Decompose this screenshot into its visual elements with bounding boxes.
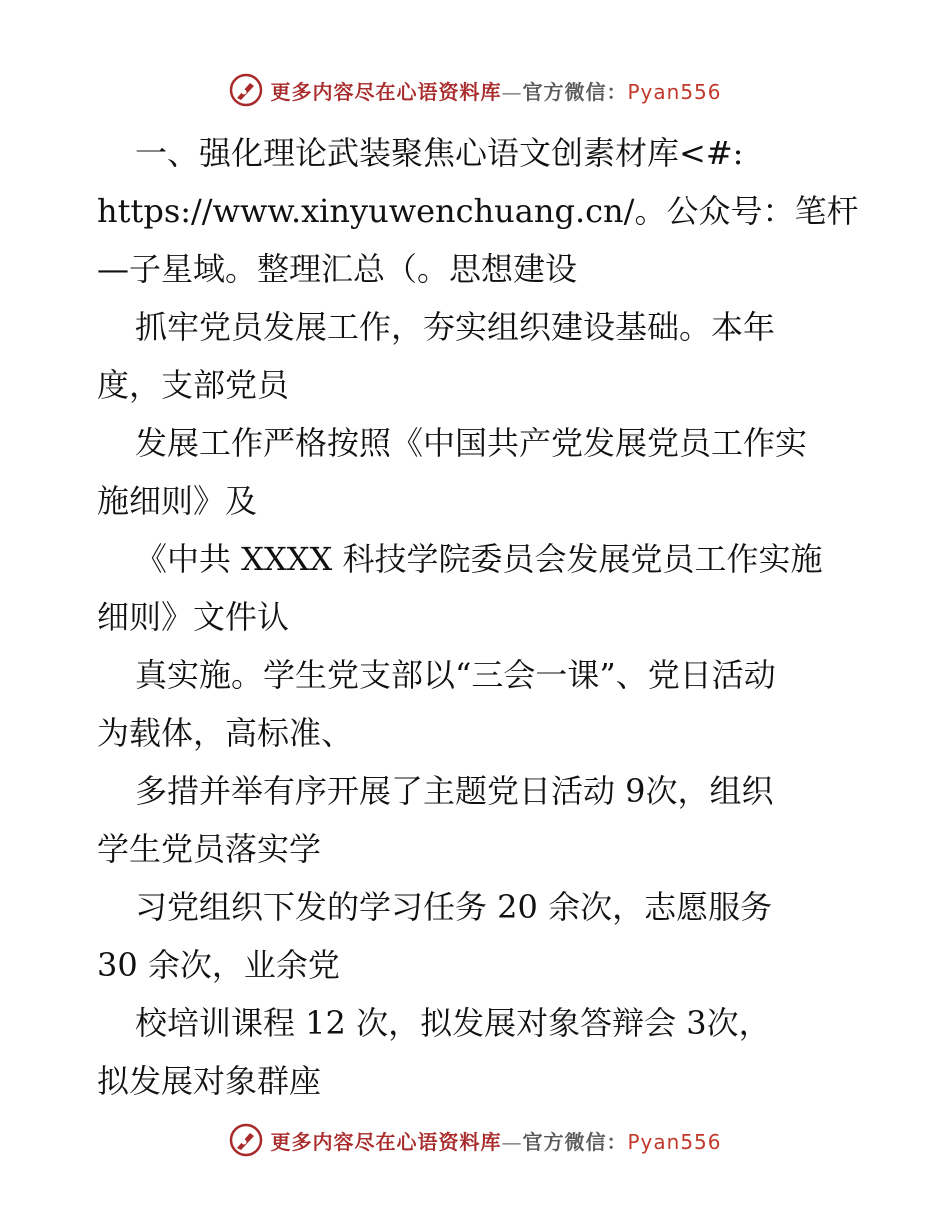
banner-dash: — xyxy=(501,79,523,104)
banner-wechat-id: Pyan556 xyxy=(627,1129,722,1154)
paragraph-line: 30 余次，业余党 xyxy=(97,946,340,984)
paragraph-line: 施细则》及 xyxy=(97,482,258,520)
paragraph-line: 校培训课程 12 次，拟发展对象答辩会 3次， xyxy=(135,1004,771,1042)
footer-banner xyxy=(0,1118,950,1162)
paragraph-line: https://www.xinyuwenchuang.cn/。公众号：笔杆 xyxy=(97,192,859,230)
paragraph-line: 《中共 XXXX 科技学院委员会发展党员工作实施 xyxy=(135,540,823,578)
banner-sub-text: 官方微信： xyxy=(522,79,628,104)
paragraph-line: 发展工作严格按照《中国共产党发展党员工作实 xyxy=(135,424,808,462)
paragraph-line: 度，支部党员 xyxy=(97,366,290,404)
banner-sub-text: 官方微信： xyxy=(522,1129,628,1154)
banner-dash: — xyxy=(501,1129,523,1154)
paragraph-line: 细则》文件认 xyxy=(97,598,290,636)
paragraph-line: 拟发展对象群座 xyxy=(97,1062,322,1100)
banner-wechat-id: Pyan556 xyxy=(627,79,722,104)
paragraph-line: 抓牢党员发展工作，夯实组织建设基础。本年 xyxy=(135,308,776,346)
paragraph-line: 真实施。学生党支部以“三会一课”、党日活动 xyxy=(135,656,776,694)
pen-logo-icon xyxy=(228,72,264,108)
banner-main-text: 更多内容尽在心语资料库 xyxy=(270,79,502,104)
pen-logo-icon xyxy=(228,1122,264,1158)
paragraph-line: 学生党员落实学 xyxy=(97,830,322,868)
paragraph-line: 习党组织下发的学习任务 20 余次，志愿服务 xyxy=(135,888,773,926)
paragraph-line: —子星域。整理汇总（。思想建设 xyxy=(97,250,578,288)
banner-main-text: 更多内容尽在心语资料库 xyxy=(270,1129,502,1154)
paragraph-line: 一、强化理论武装聚焦心语文创素材库<#: xyxy=(135,134,744,172)
paragraph-line: 多措并举有序开展了主题党日活动 9次，组织 xyxy=(135,772,774,810)
document-body xyxy=(97,124,867,1110)
header-banner xyxy=(0,68,950,112)
paragraph-line: 为载体，高标准、 xyxy=(97,714,354,752)
